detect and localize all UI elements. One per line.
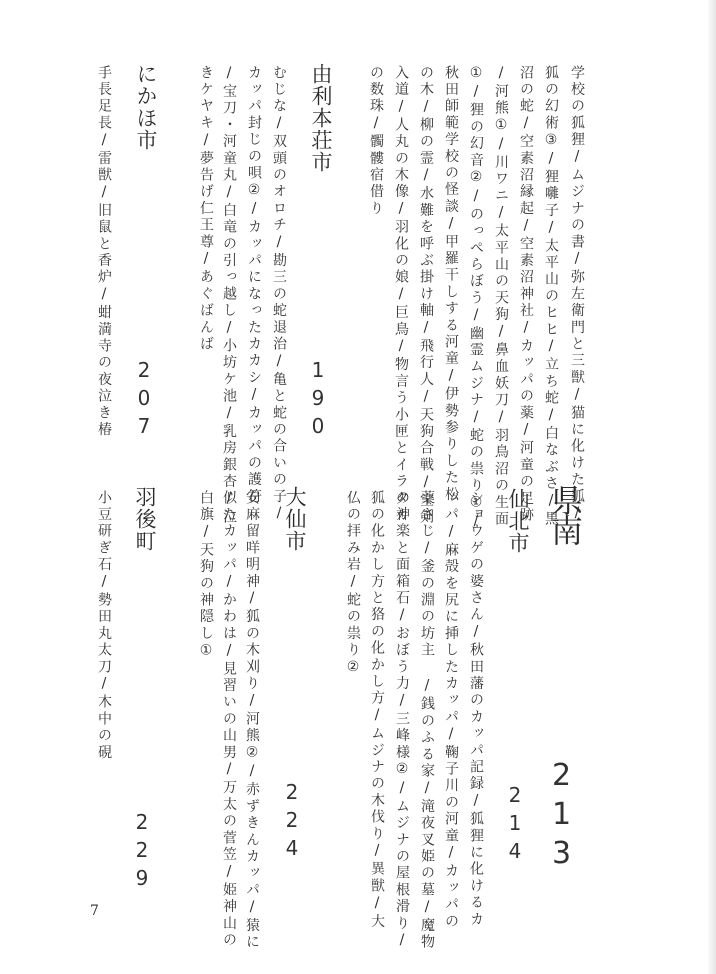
toc-line: /宝刀・河童丸/白竜の引っ越し/小坊ケ池/乳房銀杏/泣 bbox=[221, 65, 237, 526]
toc-line: 仏の拝み岩/蛇の祟り② bbox=[345, 490, 361, 678]
section-heading: 由利本荘市 bbox=[309, 63, 333, 173]
toc-line: 狐の幻術③/狸囃子/太平山のヒヒ/立ち蛇/白なぶさ/黒 bbox=[543, 65, 559, 528]
section-heading: にかほ市 bbox=[134, 63, 158, 151]
toc-line: 薬さじ/釜の淵の坊主 /銭のふる家/滝夜叉姫の墓/魔物 bbox=[419, 490, 435, 951]
page-number: 190 bbox=[306, 358, 330, 442]
section-heading: 仙北市 bbox=[506, 488, 530, 554]
page-number: 207 bbox=[132, 358, 156, 442]
folio-page-number: 7 bbox=[90, 903, 99, 919]
toc-line: きケヤキ/夢告げ仁王尊/あぐばんば bbox=[198, 65, 214, 353]
toc-line: 似たカッパ/かわは/見習いの山男/万太の菅笠/姫神山の bbox=[221, 490, 237, 949]
toc-line: 秋田師範学校の怪談/甲羅干しする河童/伊勢参りした松 bbox=[443, 65, 459, 504]
toc-line: の木/柳の霊/水難を呼ぶ掛け軸/飛行人/天狗合戦/宝剣 bbox=[418, 65, 434, 526]
toc-line: 白旗/天狗の神隠し① bbox=[198, 490, 214, 661]
section-heading: 大仙市 bbox=[283, 486, 307, 552]
toc-line: ①/狸の幻音②/のっぺらぼう/幽霊ムジナ/蛇の祟り①/ bbox=[468, 65, 484, 532]
toc-line: むじな/双頭のオロチ/勘三の蛇退治/亀と蛇の合いの子/ bbox=[271, 65, 287, 524]
toc-line: の神楽と面箱石/おぼう力/三峰様②/ムジナの屋根滑り/ bbox=[394, 490, 410, 951]
toc-line: 安麻留咩明神/狐の木刈り/河熊②/赤ずきんカッパ/猿に bbox=[244, 490, 260, 951]
toc-line: ショウゲの婆さん/秋田藩のカッパ記録/狐狸に化けるカ bbox=[468, 490, 484, 929]
page-number: 224 bbox=[280, 780, 304, 864]
toc-line: 学校の狐狸/ムジナの書/弥左衛門と三獣/猫に化けた狐/ bbox=[569, 65, 585, 524]
page-number: 229 bbox=[130, 810, 154, 894]
toc-line: 入道/人丸の木像/羽化の娘/巨鳥/物言う小匣とイラタカ bbox=[393, 65, 409, 524]
region-heading: 県南 bbox=[546, 484, 584, 544]
toc-line: 沼の蛇/空素沼縁起/空素沼神社/カッパの薬/河童の足跡 bbox=[518, 65, 534, 524]
page-edge bbox=[708, 0, 716, 974]
page-number: 213 bbox=[544, 758, 579, 875]
toc-line: 手長足長/雷獣/旧鼠と香炉/蚶満寺の夜泣き椿 bbox=[96, 65, 112, 439]
toc-line: /河熊①/川ワニ/太平山の天狗/鼻血妖刀/羽鳥沼の生面 bbox=[493, 65, 509, 528]
toc-line: ッパ/麻殻を尻に挿したカッパ/鞠子川の河童/カッパの bbox=[443, 490, 459, 931]
toc-line: カッパ封じの唄②/カッパになったカカシ/カッパの護符 bbox=[246, 65, 262, 506]
toc-line: 狐の化かし方と狢の化かし方/ムジナの木伐り/異獣/大 bbox=[369, 490, 385, 931]
page-number: 214 bbox=[503, 783, 527, 867]
toc-line: の数珠/髑髏宿借り bbox=[368, 65, 384, 218]
section-heading: 羽後町 bbox=[133, 486, 157, 552]
toc-line: 小豆研ぎ石/勢田丸太刀/木中の硯 bbox=[96, 490, 112, 762]
